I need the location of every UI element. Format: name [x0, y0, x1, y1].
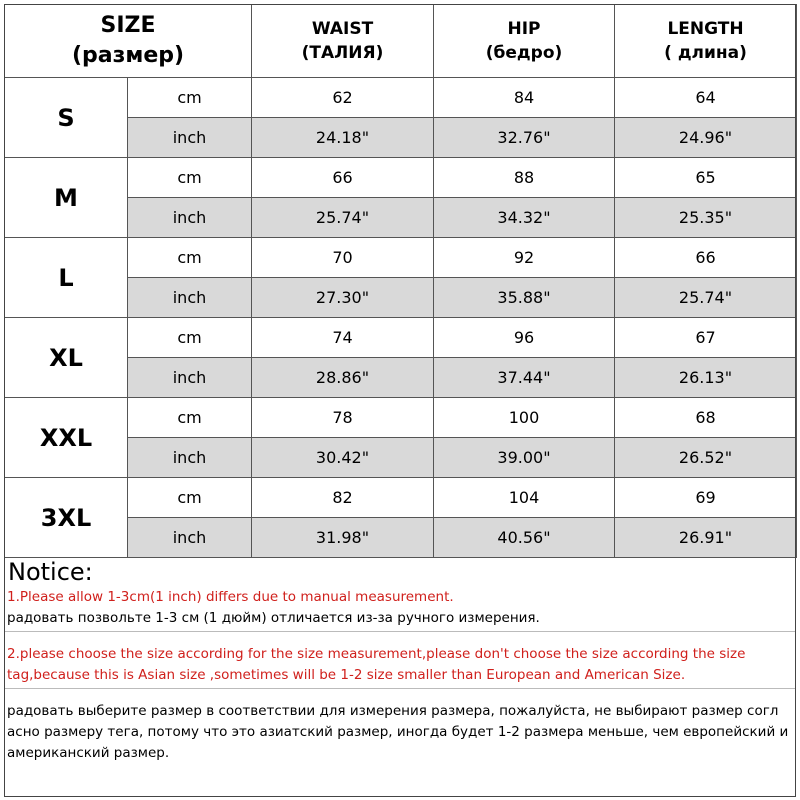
unit-cell: inch	[128, 118, 252, 158]
unit-cell: cm	[128, 478, 252, 518]
hip-cell: 88	[434, 158, 615, 198]
hip-cell: 40.56"	[434, 518, 615, 558]
size-header-sub: (размер)	[71, 43, 185, 68]
note-1-russian: радовать позвольте 1-3 см (1 дюйм) отличается из-за ручного измерения.	[7, 610, 540, 626]
hip-cell: 35.88"	[434, 278, 615, 318]
waist-cell: 31.98"	[252, 518, 434, 558]
length-cell: 65	[615, 158, 797, 198]
hip-cell: 32.76"	[434, 118, 615, 158]
waist-cell: 30.42"	[252, 438, 434, 478]
waist-cell: 66	[252, 158, 434, 198]
length-cell: 24.96"	[615, 118, 797, 158]
size-cell: M	[5, 158, 128, 238]
unit-cell: cm	[128, 238, 252, 278]
size-cell: XL	[5, 318, 128, 398]
length-cell: 67	[615, 318, 797, 358]
length-cell: 66	[615, 238, 797, 278]
length-header-sub: ( длина)	[664, 43, 747, 63]
length-cell: 68	[615, 398, 797, 438]
note-2-russian: радовать выберите размер в соответствии для измерения размера, пожалуйста, не выбирают размер согл асно размеру тега, потому что это азиатский размер, иногда будет 1-2 размера меньше, чем европейский и американский размер.	[7, 703, 789, 761]
length-cell: 26.91"	[615, 518, 797, 558]
waist-cell: 28.86"	[252, 358, 434, 398]
waist-cell: 78	[252, 398, 434, 438]
hip-cell: 37.44"	[434, 358, 615, 398]
waist-cell: 70	[252, 238, 434, 278]
size-cell: 3XL	[5, 478, 128, 558]
waist-cell: 27.30"	[252, 278, 434, 318]
hip-cell: 96	[434, 318, 615, 358]
hip-cell: 39.00"	[434, 438, 615, 478]
unit-cell: inch	[128, 278, 252, 318]
waist-cell: 62	[252, 78, 434, 118]
note-2-english: 2.please choose the size according for the size measurement,please don't choose the size according the size tag,because this is Asian size ,sometimes will be 1-2 size smaller than European and American Size.	[7, 646, 746, 683]
hip-cell: 34.32"	[434, 198, 615, 238]
unit-cell: cm	[128, 158, 252, 198]
waist-header-label: WAIST	[311, 19, 374, 39]
length-header-label: LENGTH	[667, 19, 744, 39]
hip-cell: 100	[434, 398, 615, 438]
hip-header-sub: (бедро)	[485, 43, 563, 63]
unit-cell: cm	[128, 398, 252, 438]
hip-cell: 92	[434, 238, 615, 278]
length-cell: 26.13"	[615, 358, 797, 398]
length-cell: 64	[615, 78, 797, 118]
length-cell: 26.52"	[615, 438, 797, 478]
length-cell: 69	[615, 478, 797, 518]
size-cell: S	[5, 78, 128, 158]
hip-header-label: HIP	[507, 19, 541, 39]
waist-cell: 25.74"	[252, 198, 434, 238]
waist-header-sub: (ТАЛИЯ)	[301, 43, 384, 63]
size-cell: L	[5, 238, 128, 318]
unit-cell: inch	[128, 438, 252, 478]
outer-border	[4, 4, 796, 797]
unit-cell: inch	[128, 518, 252, 558]
hip-cell: 104	[434, 478, 615, 518]
hip-cell: 84	[434, 78, 615, 118]
notice-title: Notice:	[8, 558, 93, 586]
waist-cell: 24.18"	[252, 118, 434, 158]
unit-cell: cm	[128, 318, 252, 358]
unit-cell: inch	[128, 198, 252, 238]
length-cell: 25.35"	[615, 198, 797, 238]
length-cell: 25.74"	[615, 278, 797, 318]
size-header-label: SIZE	[100, 13, 156, 38]
size-cell: XXL	[5, 398, 128, 478]
waist-cell: 82	[252, 478, 434, 518]
unit-cell: inch	[128, 358, 252, 398]
unit-cell: cm	[128, 78, 252, 118]
note-1-english: 1.Please allow 1-3cm(1 inch) differs due to manual measurement.	[7, 589, 454, 605]
waist-cell: 74	[252, 318, 434, 358]
